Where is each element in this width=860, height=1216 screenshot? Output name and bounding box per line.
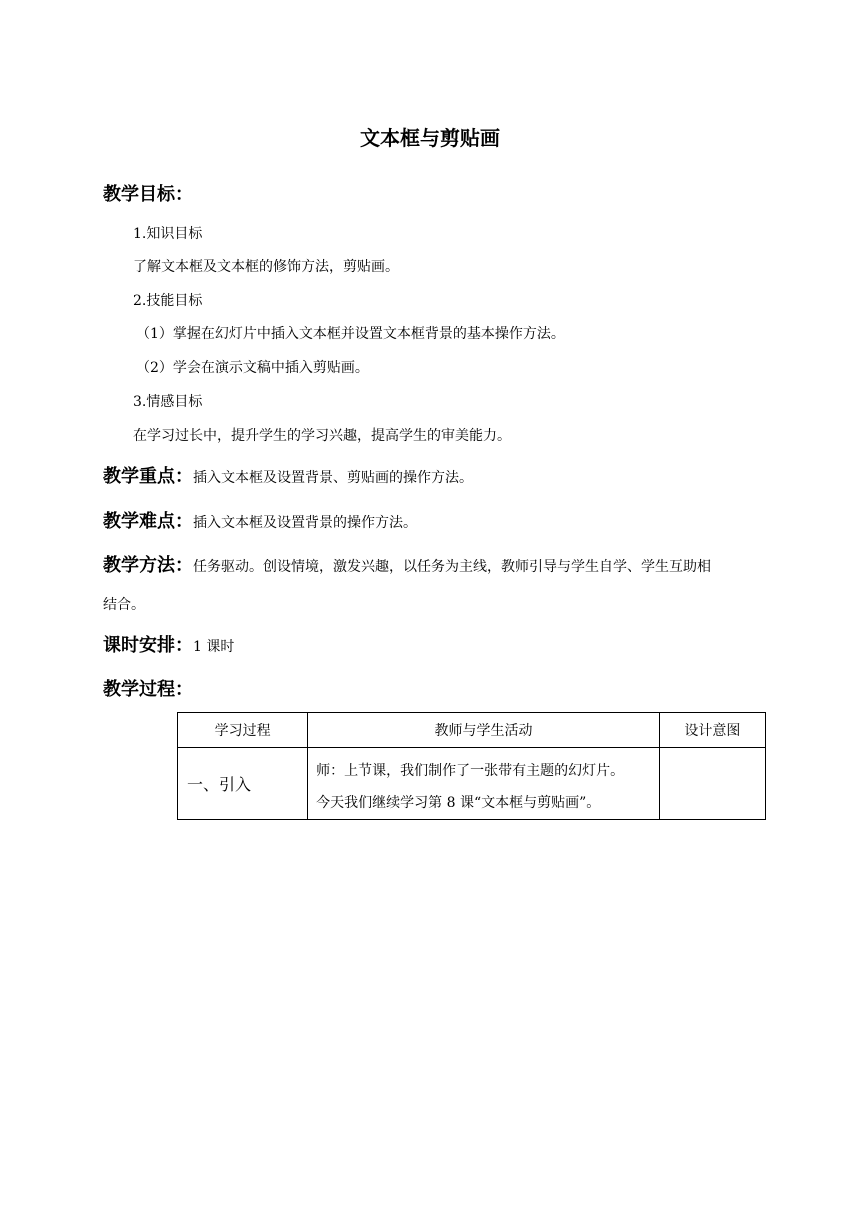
process-table — [177, 712, 766, 820]
key-points-section — [103, 464, 473, 491]
objective-item: 了解文本框及文本框的修饰方法，剪贴画。 — [133, 259, 399, 275]
key-points-heading: 教学重点： — [103, 466, 193, 487]
intent-cell — [659, 748, 765, 820]
schedule-text: 1 课时 — [193, 639, 235, 655]
stage-cell: 一、引入 — [178, 748, 308, 820]
table-header-row — [178, 713, 766, 748]
schedule-section — [103, 633, 234, 660]
activity-line: 师：上节课，我们制作了一张带有主题的幻灯片。 — [316, 763, 625, 779]
table-header-intent: 设计意图 — [659, 713, 765, 748]
objective-item: （2）学会在演示文稿中插入剪贴画。 — [136, 360, 369, 376]
difficulties-section — [103, 509, 417, 536]
document-title: 文本框与剪贴画 — [360, 126, 500, 150]
methods-text-line1: 任务驱动。创设情境，激发兴趣，以任务为主线，教师引导与学生自学、学生互助相 — [193, 559, 711, 575]
objectives-heading: 教学目标： — [103, 184, 193, 205]
process-heading: 教学过程： — [103, 679, 193, 700]
objective-item: （1）掌握在幻灯片中插入文本框并设置文本框背景的基本操作方法。 — [136, 326, 565, 342]
activity-cell — [308, 748, 660, 820]
key-points-text: 插入文本框及设置背景、剪贴画的操作方法。 — [193, 470, 473, 486]
methods-heading: 教学方法： — [103, 555, 193, 576]
table-row — [178, 748, 766, 820]
table-header-stage: 学习过程 — [178, 713, 308, 748]
objective-item: 在学习过长中，提升学生的学习兴趣，提高学生的审美能力。 — [133, 428, 511, 444]
methods-text-line2: 结合。 — [103, 597, 145, 613]
objective-item: 2.技能目标 — [133, 293, 203, 309]
difficulties-text: 插入文本框及设置背景的操作方法。 — [193, 515, 417, 531]
methods-section — [103, 553, 711, 580]
table-header-activity: 教师与学生活动 — [308, 713, 660, 748]
objective-item: 1.知识目标 — [133, 226, 203, 242]
objective-item: 3.情感目标 — [133, 394, 203, 410]
schedule-heading: 课时安排： — [103, 635, 193, 656]
difficulties-heading: 教学难点： — [103, 511, 193, 532]
activity-line: 今天我们继续学习第 8 课“文本框与剪贴画”。 — [316, 795, 601, 811]
